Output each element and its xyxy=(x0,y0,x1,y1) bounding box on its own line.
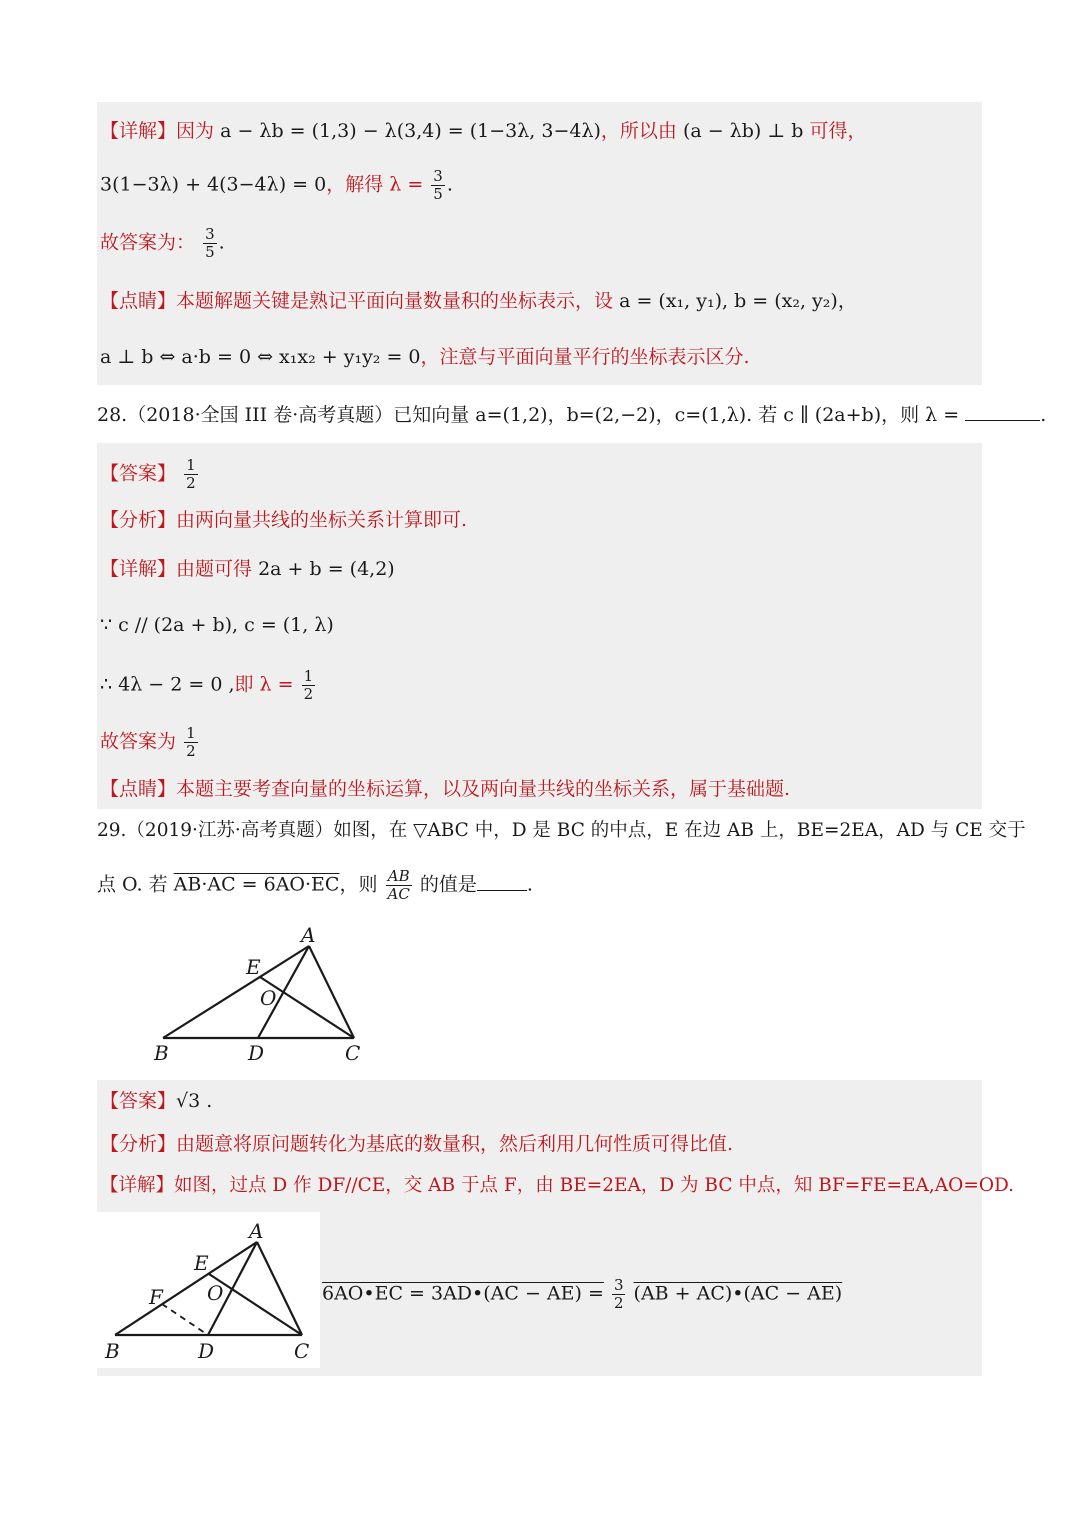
label-c: C xyxy=(345,1041,361,1065)
question-29-line1: 29.（2019·江苏·高考真题）如图，在 ▽ABC 中，D 是 BC 的中点，E 在边 AB 上，BE=2EA，AD 与 CE 交于 xyxy=(97,820,1026,841)
fraction: $\frac{3}{5}$ xyxy=(433,167,443,203)
perp-formula: (a − λb) ⊥ b xyxy=(682,120,804,142)
fraction: $\frac{1}{2}$ xyxy=(303,667,314,703)
question-28: 28.（2018·全国 III 卷·高考真题）已知向量 a=(1,2)，b=(2,−2)，c=(1,λ). 若 c ∥ (2a+b)，则 λ = . xyxy=(97,404,1047,426)
since-line-28: ∵ c // (2a + b), c = (1, λ) xyxy=(100,614,334,636)
fraction: $\frac{AB}{AC}$ xyxy=(387,867,410,903)
analysis-line-28: 【分析】由两向量共线的坐标关系计算即可. xyxy=(100,509,468,531)
point-line-28: 【点睛】本题主要考查向量的坐标运算，以及两向量共线的坐标关系，属于基础题. xyxy=(100,778,791,800)
fraction: $\frac{3}{2}$ xyxy=(613,1276,624,1312)
therefore-line-28: ∴ 4λ − 2 = 0 ,即 λ = $\frac{1}{2}$ xyxy=(100,667,314,703)
triangle-figure-solution xyxy=(97,1212,320,1368)
fraction: $\frac{1}{2}$ xyxy=(186,456,196,492)
triangle-figure xyxy=(140,920,380,1070)
label-e: E xyxy=(194,1251,209,1275)
solution-panel-27 xyxy=(97,102,982,385)
label-f: F xyxy=(149,1285,163,1309)
label-d: D xyxy=(198,1339,215,1363)
point-line-27: 【点睛】本题解题关键是熟记平面向量数量积的坐标表示，设 a = (x₁, y₁), b = (x₂, y₂)， xyxy=(100,290,857,312)
label-o: O xyxy=(207,1281,224,1305)
detail-formula: a − λb = (1,3) − λ(3,4) = (1−3λ, 3−4λ) xyxy=(220,120,601,142)
label-d: D xyxy=(248,1041,265,1065)
label-o: O xyxy=(260,986,277,1010)
label-e: E xyxy=(246,955,261,979)
detail-line-28: 【详解】由题可得 2a + b = (4,2) xyxy=(100,558,395,580)
fraction: $\frac{3}{5}$ xyxy=(205,225,215,261)
label-a: A xyxy=(249,1219,264,1243)
detail-line-29: 【详解】如图，过点 D 作 DF//CE，交 AB 于点 F，由 BE=2EA，D 为 BC 中点，知 BF=FE=EA,AO=OD. xyxy=(100,1175,1015,1196)
detail-line-27: 【详解】因为 a − λb = (1,3) − λ(3,4) = (1−3λ, 3−4λ)，所以由 (a − λb) ⊥ b 可得， xyxy=(100,120,867,142)
answer-line-28: 【答案】 $\frac{1}{2}$ xyxy=(100,456,196,492)
point-line2-27: a ⊥ b ⇔ a·b = 0 ⇔ x₁x₂ + y₁y₂ = 0，注意与平面向量平行的坐标表示区分. xyxy=(100,346,750,368)
equation-line-27: 3(1−3λ) + 4(3−4λ) = 0，解得 λ = $\frac{3}{5}$ . xyxy=(100,167,453,203)
analysis-line-29: 【分析】由题意将原问题转化为基底的数量积，然后利用几何性质可得比值. xyxy=(100,1133,734,1155)
question-29-line2: 点 O. 若 AB·AC = 6AO·EC，则 $\frac{AB}{AC}$ 的值是 . xyxy=(97,867,533,903)
detail-tag: 【详解】 xyxy=(100,120,177,142)
answer-blank xyxy=(477,872,527,891)
answer-line-27: 故答案为： $\frac{3}{5}$ . xyxy=(100,225,225,261)
answer-line-29: 【答案】√3 . xyxy=(100,1090,213,1112)
label-b: B xyxy=(105,1339,120,1363)
fraction: $\frac{1}{2}$ xyxy=(186,724,196,760)
label-b: B xyxy=(154,1041,169,1065)
label-c: C xyxy=(294,1339,310,1363)
vector-formula-29: 6AO•EC = 3AD•(AC − AE) = $\frac{3}{2}$ (AB + AC)•(AC − AE) xyxy=(322,1276,843,1312)
answer-blank xyxy=(965,402,1040,421)
label-a: A xyxy=(301,923,316,947)
final-line-28: 故答案为 $\frac{1}{2}$ xyxy=(100,724,196,760)
